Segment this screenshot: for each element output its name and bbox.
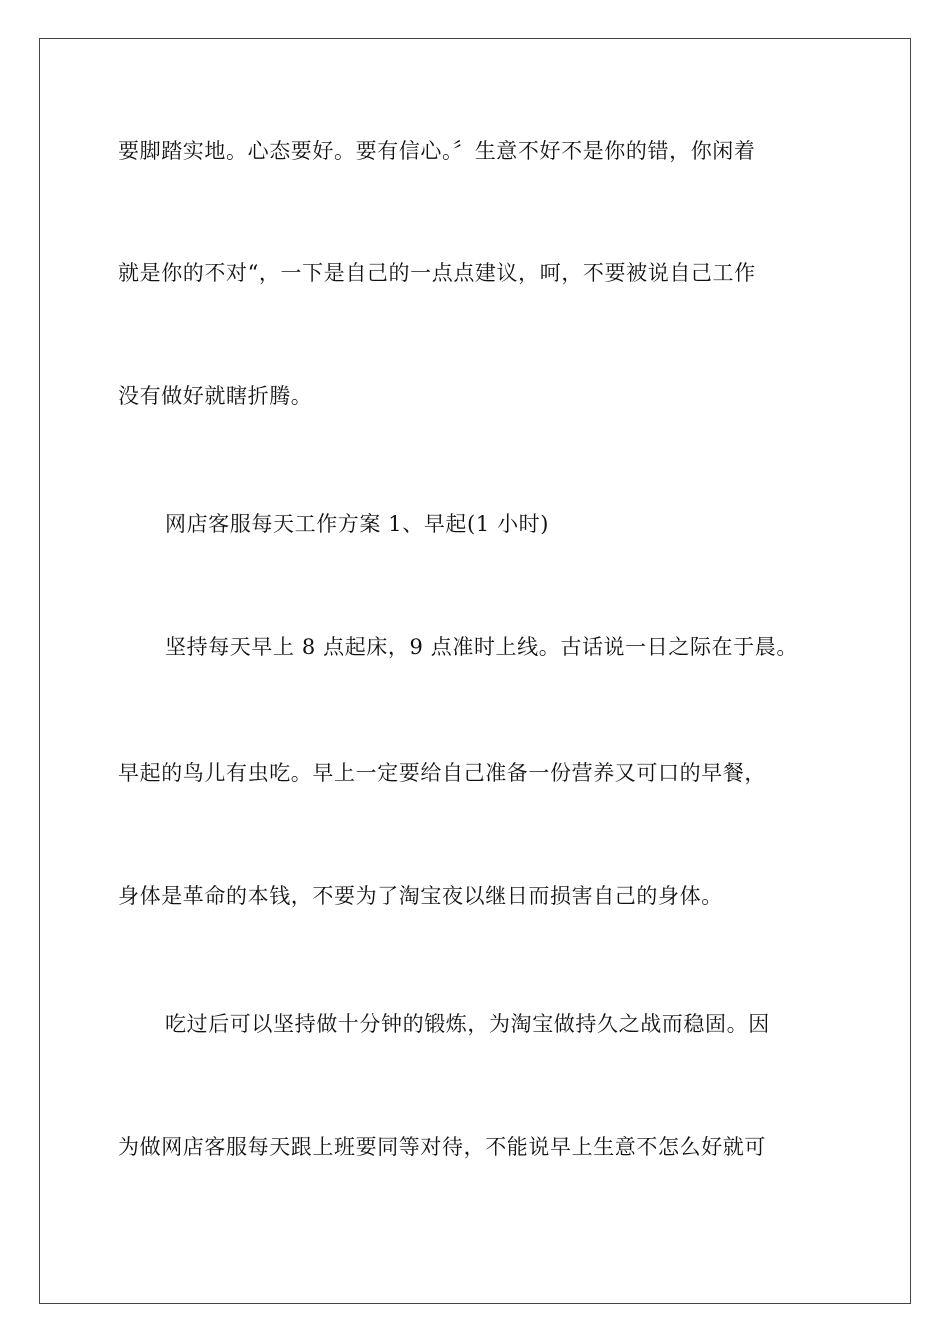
text-line: 坚持每天早上 8 点起床，9 点准时上线。古话说一日之际在于晨。 <box>165 635 798 659</box>
text-line: 吃过后可以坚持做十分钟的锻炼，为淘宝做持久之战而稳固。因 <box>165 1012 770 1036</box>
text-line: 没有做好就瞎折腾。 <box>118 384 313 408</box>
text-line: 早起的鸟儿有虫吃。早上一定要给自己准备一份营养又可口的早餐， <box>118 761 766 785</box>
text-line: 就是你的不对“，一下是自己的一点点建议，呵，不要被说自己工作 <box>118 261 756 285</box>
text-line: 要脚踏实地。心态要好。要有信心。〞生意不好不是你的错，你闲着 <box>118 139 756 163</box>
page-border <box>39 38 911 1304</box>
section-heading: 网店客服每天工作方案 1、早起(1 小时) <box>165 512 550 536</box>
text-line: 身体是革命的本钱，不要为了淘宝夜以继日而损害自己的身体。 <box>118 884 723 908</box>
text-line: 为做网店客服每天跟上班要同等对待，不能说早上生意不怎么好就可 <box>118 1135 766 1159</box>
